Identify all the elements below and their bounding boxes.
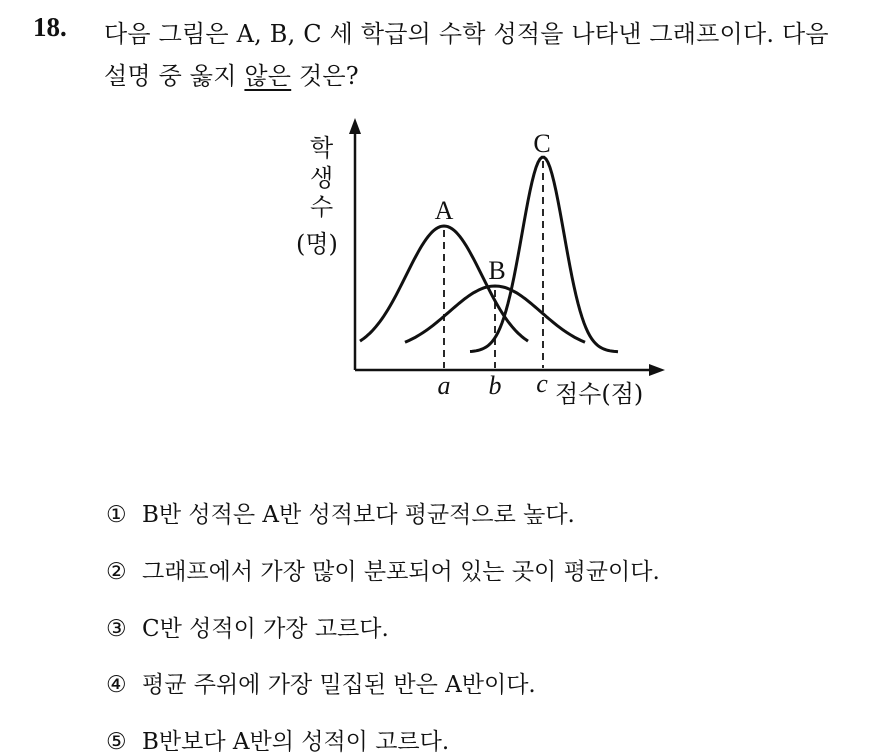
y-axis-arrow: [349, 118, 361, 134]
question-number: 18.: [33, 12, 67, 42]
option-5-text: B반보다 A반의 성적이 고르다.: [142, 729, 450, 755]
option-3[interactable]: [106, 610, 389, 643]
x-axis-label: 점수(점): [555, 380, 644, 408]
y-label-char-4: (명): [296, 230, 338, 258]
x-axis-arrow: [649, 364, 665, 376]
curve-c: [470, 157, 618, 352]
curve-label-b: B: [488, 256, 506, 285]
question-text-line1: 다음 그림은 A, B, C 세 학급의 수학 성적을 나타낸 그래프이다. 다음: [104, 20, 829, 48]
option-3-text: C반 성적이 가장 고르다.: [142, 616, 389, 642]
x-tick-a: a: [437, 371, 451, 400]
question-text-post: 것은?: [291, 62, 359, 90]
question-underlined-word: 않은: [244, 62, 292, 90]
y-label-char-2: 생: [310, 164, 334, 192]
curve-label-a: A: [434, 196, 454, 225]
y-label-char-3: 수: [310, 193, 334, 221]
option-3-number: ③: [106, 616, 127, 642]
option-4-text: 평균 주위에 가장 밀집된 반은 A반이다.: [142, 672, 536, 698]
option-4[interactable]: [106, 666, 536, 699]
y-label-char-1: 학: [310, 134, 334, 162]
option-5-number: ⑤: [106, 729, 127, 755]
option-1-number: ①: [106, 502, 127, 528]
option-2[interactable]: [106, 553, 660, 586]
option-4-number: ④: [106, 672, 127, 698]
option-2-text: 그래프에서 가장 많이 분포되어 있는 곳이 평균이다.: [142, 559, 660, 585]
option-1-text: B반 성적은 A반 성적보다 평균적으로 높다.: [142, 502, 575, 528]
question-text-pre: 설명 중 옳지: [104, 62, 245, 90]
curve-label-c: C: [533, 129, 551, 158]
option-2-number: ②: [106, 559, 127, 585]
x-tick-c: c: [536, 369, 548, 398]
option-5[interactable]: [106, 723, 449, 756]
option-1[interactable]: [106, 496, 575, 529]
x-tick-b: b: [488, 371, 502, 400]
